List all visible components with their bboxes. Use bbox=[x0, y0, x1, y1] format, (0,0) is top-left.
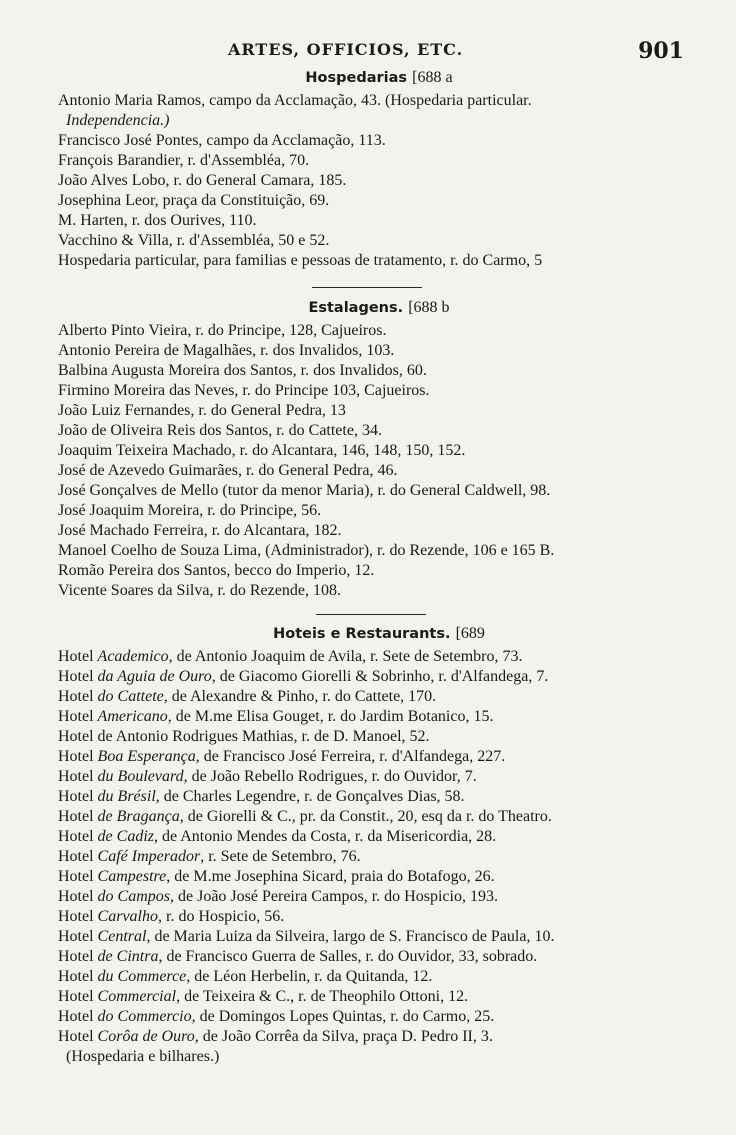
list-entry: João Alves Lobo, r. do General Camara, 185. bbox=[58, 172, 347, 189]
entry-label: Academico bbox=[97, 648, 169, 665]
section-title: Estalagens. bbox=[308, 300, 404, 316]
list-entry: João Luiz Fernandes, r. do General Pedra, 13 bbox=[58, 402, 346, 419]
section-divider bbox=[312, 287, 422, 288]
list-entry: M. Harten, r. dos Ourives, 110. bbox=[58, 212, 257, 229]
list-entry: Hotel du Boulevard, de João Rebello Rodrigues, r. do Ouvidor, 7. bbox=[58, 768, 477, 785]
section-hospedarias bbox=[58, 68, 700, 271]
list-entry: Hotel do Campos, de João José Pereira Campos, r. do Hospicio, 193. bbox=[58, 888, 498, 905]
list-entry: Hotel do Cattete, de Alexandre & Pinho, r. do Cattete, 170. bbox=[58, 688, 437, 705]
list-entry: Hotel de Antonio Rodrigues Mathias, r. de D. Manoel, 52. bbox=[58, 728, 430, 745]
entry-label: de Cadiz bbox=[97, 828, 154, 845]
page-number: 901 bbox=[638, 38, 684, 64]
section-heading bbox=[58, 68, 700, 87]
list-entry: Hotel du Commerce, de Léon Herbelin, r. da Quitanda, 12. bbox=[58, 968, 433, 985]
list-entry: Hotel de Bragança, de Giorelli & C., pr. da Constit., 20, esq da r. do Theatro. bbox=[58, 808, 552, 825]
list-entry: Firmino Moreira das Neves, r. do Principe 103, Cajueiros. bbox=[58, 382, 430, 399]
list-entry: Hotel Carvalho, r. do Hospicio, 56. bbox=[58, 908, 285, 925]
entry-label: Carvalho bbox=[97, 908, 158, 925]
list-entry: Hotel du Brésil, de Charles Legendre, r. de Gonçalves Dias, 58. bbox=[58, 788, 465, 805]
list-entry: François Barandier, r. d'Assembléa, 70. bbox=[58, 152, 310, 169]
list-entry: Hotel Central, de Maria Luiza da Silveira, largo de S. Francisco de Paula, 10. bbox=[58, 928, 555, 945]
running-title: ARTES, OFFICIOS, ETC. bbox=[228, 40, 464, 59]
entry-label: du Brésil bbox=[97, 788, 156, 805]
list-entry: Hotel Campestre, de M.me Josephina Sicard, praia do Botafogo, 26. bbox=[58, 868, 495, 885]
entry-label: do Cattete bbox=[97, 688, 164, 705]
page-header bbox=[0, 40, 736, 66]
section-ref: [688 b bbox=[408, 299, 450, 316]
list-entry: Vicente Soares da Silva, r. do Rezende, 108. bbox=[58, 582, 341, 599]
list-entry: Antonio Pereira de Magalhães, r. dos Invalidos, 103. bbox=[58, 342, 395, 359]
list-entry: João de Oliveira Reis dos Santos, r. do Cattete, 34. bbox=[58, 422, 382, 439]
list-entry: Hotel de Cintra, de Francisco Guerra de Salles, r. do Ouvidor, 33, sobrado. bbox=[58, 948, 538, 965]
entry-label: Corôa de Ouro bbox=[97, 1028, 195, 1045]
entry-label: da Aguia de Ouro bbox=[97, 668, 212, 685]
section-divider bbox=[316, 614, 426, 615]
entry-label: du Commerce bbox=[97, 968, 187, 985]
entry-label: do Campos bbox=[97, 888, 170, 905]
list-entry: Francisco José Pontes, campo da Acclamação, 113. bbox=[58, 132, 386, 149]
entry-label: Boa Esperança bbox=[97, 748, 196, 765]
section-title: Hospedarias bbox=[305, 70, 408, 86]
entry-label: de Bragança bbox=[97, 808, 180, 825]
list-entry-continuation bbox=[58, 111, 700, 131]
entry-label: Campestre bbox=[97, 868, 167, 885]
list-entry: Hotel Corôa de Ouro, de João Corrêa da Silva, praça D. Pedro II, 3. bbox=[58, 1028, 493, 1045]
entry-label: du Boulevard bbox=[97, 768, 184, 785]
list-entry: Joaquim Teixeira Machado, r. do Alcantara, 146, 148, 150, 152. bbox=[58, 442, 466, 459]
entry-label: Café Imperador bbox=[97, 848, 201, 865]
list-entry: Hotel da Aguia de Ouro, de Giacomo Giorelli & Sobrinho, r. d'Alfandega, 7. bbox=[58, 668, 549, 685]
section-estalagens bbox=[58, 298, 700, 601]
list-entry-continuation: (Hospedaria e bilhares.) bbox=[66, 1048, 220, 1065]
section-title: Hoteis e Restaurants. bbox=[273, 626, 451, 642]
section-heading bbox=[58, 298, 700, 317]
section-ref: [688 a bbox=[412, 69, 453, 86]
list-entry: Hotel Boa Esperança, de Francisco José Ferreira, r. d'Alfandega, 227. bbox=[58, 748, 506, 765]
list-entry: Hotel Academico, de Antonio Joaquim de Avila, r. Sete de Setembro, 73. bbox=[58, 648, 523, 665]
entry-label: de Cintra bbox=[97, 948, 159, 965]
list-entry: Hotel do Commercio, de Domingos Lopes Quintas, r. do Carmo, 25. bbox=[58, 1008, 495, 1025]
entry-label: Independencia.) bbox=[66, 112, 170, 129]
section-hoteis bbox=[58, 624, 700, 1067]
entry-label: Central bbox=[97, 928, 147, 945]
list-entry: Hotel Commercial, de Teixeira & C., r. de Theophilo Ottoni, 12. bbox=[58, 988, 469, 1005]
list-entry: Hotel de Cadiz, de Antonio Mendes da Costa, r. da Misericordia, 28. bbox=[58, 828, 497, 845]
list-entry: Josephina Leor, praça da Constituição, 69. bbox=[58, 192, 330, 209]
entry-label: Commercial bbox=[97, 988, 177, 1005]
section-ref: [689 bbox=[455, 625, 485, 642]
list-entry: Antonio Maria Ramos, campo da Acclamação, 43. (Hospedaria particular. bbox=[58, 92, 532, 109]
list-entry: José de Azevedo Guimarães, r. do General Pedra, 46. bbox=[58, 462, 398, 479]
list-entry: Vacchino & Villa, r. d'Assembléa, 50 e 52. bbox=[58, 232, 330, 249]
list-entry: Manoel Coelho de Souza Lima, (Administrador), r. do Rezende, 106 e 165 B. bbox=[58, 542, 555, 559]
list-entry: José Gonçalves de Mello (tutor da menor Maria), r. do General Caldwell, 98. bbox=[58, 482, 551, 499]
list-entry: Hospedaria particular, para familias e pessoas de tratamento, r. do Carmo, 5 bbox=[58, 252, 543, 269]
list-entry: Alberto Pinto Vieira, r. do Principe, 128, Cajueiros. bbox=[58, 322, 387, 339]
list-entry: Hotel Café Imperador, r. Sete de Setembro, 76. bbox=[58, 848, 361, 865]
entry-label: Americano bbox=[97, 708, 168, 725]
list-entry: Hotel Americano, de M.me Elisa Gouget, r. do Jardim Botanico, 15. bbox=[58, 708, 494, 725]
list-entry: Balbina Augusta Moreira dos Santos, r. dos Invalidos, 60. bbox=[58, 362, 427, 379]
section-heading bbox=[58, 624, 700, 643]
list-entry: José Machado Ferreira, r. do Alcantara, 182. bbox=[58, 522, 342, 539]
list-entry: José Joaquim Moreira, r. do Principe, 56. bbox=[58, 502, 322, 519]
entry-label: do Commercio bbox=[97, 1008, 192, 1025]
list-entry: Romão Pereira dos Santos, becco do Imperio, 12. bbox=[58, 562, 375, 579]
